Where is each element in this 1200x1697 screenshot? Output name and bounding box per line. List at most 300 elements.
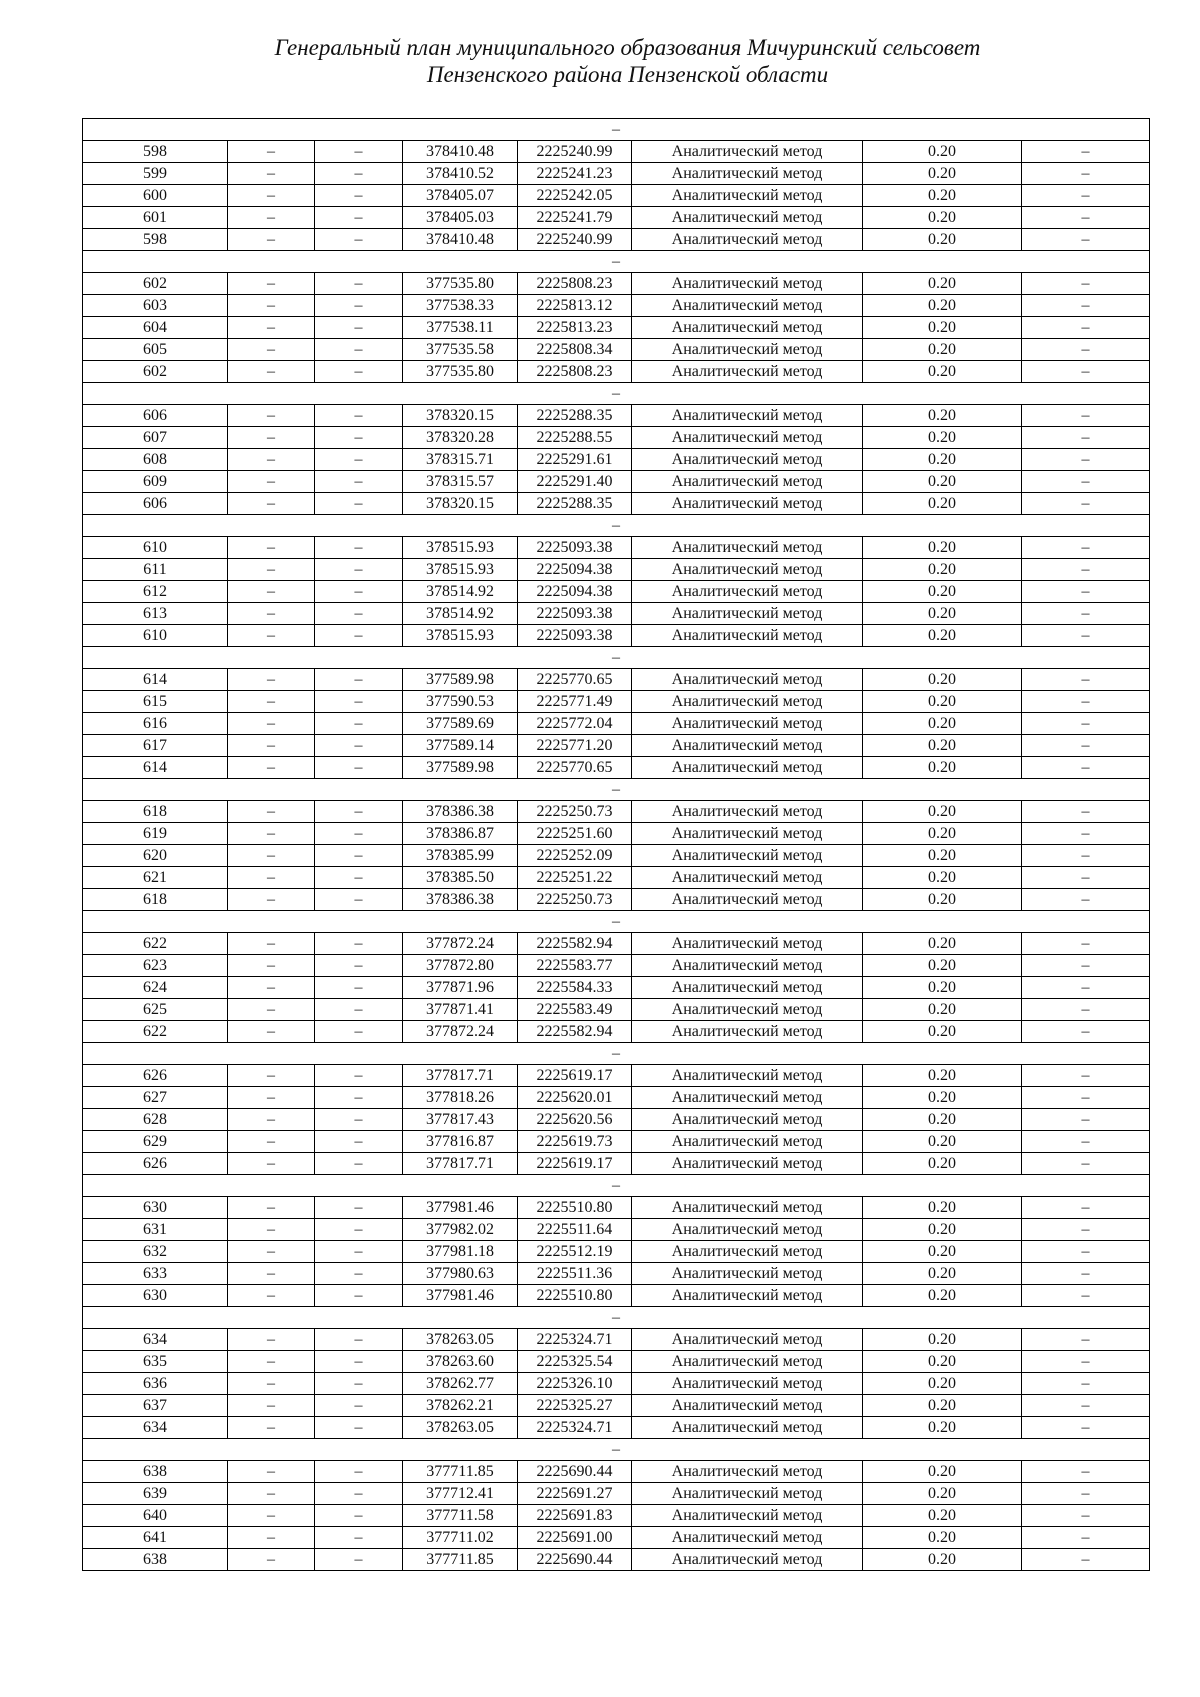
- table-row: [83, 1065, 1150, 1087]
- separator-cell: –: [83, 119, 1150, 141]
- table-cell: –: [228, 669, 315, 691]
- table-cell: –: [315, 471, 403, 493]
- table-cell: 2225093.38: [518, 625, 632, 647]
- table-cell: –: [1022, 1351, 1150, 1373]
- table-row: [83, 1153, 1150, 1175]
- table-cell: 377981.46: [403, 1285, 518, 1307]
- table-cell: Аналитический метод: [632, 1461, 863, 1483]
- table-cell: 605: [83, 339, 228, 361]
- table-cell: Аналитический метод: [632, 163, 863, 185]
- table-cell: 0.20: [863, 867, 1022, 889]
- table-row: [83, 339, 1150, 361]
- table-cell: –: [315, 207, 403, 229]
- table-cell: –: [228, 295, 315, 317]
- table-row: [83, 889, 1150, 911]
- table-cell: Аналитический метод: [632, 493, 863, 515]
- table-cell: 0.20: [863, 471, 1022, 493]
- table-cell: 0.20: [863, 1065, 1022, 1087]
- table-cell: –: [228, 1131, 315, 1153]
- table-cell: 2225241.23: [518, 163, 632, 185]
- table-cell: –: [315, 1351, 403, 1373]
- table-cell: –: [1022, 163, 1150, 185]
- table-cell: Аналитический метод: [632, 361, 863, 383]
- table-cell: –: [1022, 1087, 1150, 1109]
- table-cell: 629: [83, 1131, 228, 1153]
- table-cell: 0.20: [863, 1021, 1022, 1043]
- table-cell: –: [315, 801, 403, 823]
- table-cell: 0.20: [863, 977, 1022, 999]
- separator-cell: –: [83, 779, 1150, 801]
- table-cell: 377980.63: [403, 1263, 518, 1285]
- table-cell: 2225772.04: [518, 713, 632, 735]
- table-cell: 0.20: [863, 1483, 1022, 1505]
- table-cell: –: [315, 449, 403, 471]
- table-cell: 2225690.44: [518, 1549, 632, 1571]
- table-cell: –: [1022, 955, 1150, 977]
- group-separator-row: [83, 1307, 1150, 1329]
- table-row: [83, 207, 1150, 229]
- table-cell: 2225094.38: [518, 581, 632, 603]
- table-cell: 377711.85: [403, 1461, 518, 1483]
- table-cell: 2225511.64: [518, 1219, 632, 1241]
- table-cell: –: [228, 581, 315, 603]
- separator-cell: –: [83, 1307, 1150, 1329]
- table-row: [83, 1527, 1150, 1549]
- table-row: [83, 1109, 1150, 1131]
- table-cell: –: [315, 1021, 403, 1043]
- table-cell: –: [228, 537, 315, 559]
- table-cell: 378410.48: [403, 229, 518, 251]
- table-cell: –: [1022, 339, 1150, 361]
- separator-cell: –: [83, 647, 1150, 669]
- table-cell: 599: [83, 163, 228, 185]
- table-cell: –: [1022, 1549, 1150, 1571]
- table-row: [83, 317, 1150, 339]
- table-cell: 634: [83, 1329, 228, 1351]
- table-cell: 0.20: [863, 1329, 1022, 1351]
- table-cell: 625: [83, 999, 228, 1021]
- table-cell: Аналитический метод: [632, 1329, 863, 1351]
- table-row: [83, 1461, 1150, 1483]
- table-cell: 0.20: [863, 1373, 1022, 1395]
- table-cell: –: [228, 405, 315, 427]
- separator-cell: –: [83, 251, 1150, 273]
- table-cell: –: [1022, 999, 1150, 1021]
- table-cell: 2225240.99: [518, 229, 632, 251]
- table-cell: –: [315, 1395, 403, 1417]
- table-row: [83, 867, 1150, 889]
- table-cell: –: [228, 1153, 315, 1175]
- table-cell: –: [228, 559, 315, 581]
- table-row: [83, 823, 1150, 845]
- table-cell: 0.20: [863, 1527, 1022, 1549]
- table-cell: –: [315, 823, 403, 845]
- table-cell: Аналитический метод: [632, 1087, 863, 1109]
- table-cell: 639: [83, 1483, 228, 1505]
- table-cell: 2225288.35: [518, 493, 632, 515]
- table-cell: 0.20: [863, 163, 1022, 185]
- table-cell: 0.20: [863, 537, 1022, 559]
- table-cell: –: [315, 1219, 403, 1241]
- table-cell: 2225251.60: [518, 823, 632, 845]
- table-cell: Аналитический метод: [632, 1131, 863, 1153]
- table-cell: 0.20: [863, 1549, 1022, 1571]
- table-cell: –: [315, 185, 403, 207]
- table-cell: –: [228, 273, 315, 295]
- group-separator-row: [83, 383, 1150, 405]
- table-cell: –: [315, 141, 403, 163]
- table-cell: 608: [83, 449, 228, 471]
- table-cell: –: [1022, 977, 1150, 999]
- table-cell: Аналитический метод: [632, 801, 863, 823]
- table-cell: –: [1022, 1527, 1150, 1549]
- table-cell: 624: [83, 977, 228, 999]
- table-cell: 634: [83, 1417, 228, 1439]
- table-cell: 2225771.49: [518, 691, 632, 713]
- table-cell: 2225770.65: [518, 669, 632, 691]
- table-cell: –: [228, 691, 315, 713]
- table-cell: 614: [83, 757, 228, 779]
- table-cell: 0.20: [863, 229, 1022, 251]
- table-row: [83, 559, 1150, 581]
- table-cell: –: [315, 845, 403, 867]
- table-cell: –: [228, 207, 315, 229]
- table-cell: –: [1022, 669, 1150, 691]
- table-cell: 377712.41: [403, 1483, 518, 1505]
- table-cell: Аналитический метод: [632, 933, 863, 955]
- table-cell: 638: [83, 1549, 228, 1571]
- table-cell: –: [1022, 625, 1150, 647]
- table-cell: Аналитический метод: [632, 1527, 863, 1549]
- table-cell: –: [228, 471, 315, 493]
- table-cell: Аналитический метод: [632, 955, 863, 977]
- table-cell: 2225584.33: [518, 977, 632, 999]
- table-cell: 614: [83, 669, 228, 691]
- table-cell: 377535.80: [403, 273, 518, 295]
- table-cell: –: [315, 163, 403, 185]
- table-row: [83, 163, 1150, 185]
- table-cell: –: [228, 823, 315, 845]
- table-cell: 2225251.22: [518, 867, 632, 889]
- table-cell: –: [315, 1087, 403, 1109]
- table-cell: –: [1022, 1153, 1150, 1175]
- separator-cell: –: [83, 911, 1150, 933]
- table-cell: 0.20: [863, 801, 1022, 823]
- table-cell: 2225240.99: [518, 141, 632, 163]
- group-separator-row: [83, 911, 1150, 933]
- table-cell: 2225582.94: [518, 1021, 632, 1043]
- table-cell: 377538.11: [403, 317, 518, 339]
- table-cell: –: [1022, 229, 1150, 251]
- table-cell: –: [1022, 405, 1150, 427]
- table-cell: 0.20: [863, 361, 1022, 383]
- table-cell: 630: [83, 1197, 228, 1219]
- table-cell: –: [228, 1219, 315, 1241]
- table-cell: 377589.98: [403, 757, 518, 779]
- table-cell: 2225813.12: [518, 295, 632, 317]
- table-cell: –: [315, 1131, 403, 1153]
- table-cell: 2225324.71: [518, 1417, 632, 1439]
- table-cell: 0.20: [863, 295, 1022, 317]
- table-cell: Аналитический метод: [632, 1197, 863, 1219]
- table-cell: –: [228, 1109, 315, 1131]
- table-cell: –: [228, 1483, 315, 1505]
- table-cell: 378315.71: [403, 449, 518, 471]
- table-cell: –: [228, 1241, 315, 1263]
- table-row: [83, 691, 1150, 713]
- group-separator-row: [83, 647, 1150, 669]
- table-cell: Аналитический метод: [632, 141, 863, 163]
- table-cell: 2225242.05: [518, 185, 632, 207]
- separator-cell: –: [83, 1043, 1150, 1065]
- table-cell: Аналитический метод: [632, 581, 863, 603]
- table-cell: –: [315, 735, 403, 757]
- table-cell: 618: [83, 801, 228, 823]
- table-row: [83, 141, 1150, 163]
- table-cell: 378515.93: [403, 625, 518, 647]
- table-cell: –: [228, 141, 315, 163]
- table-cell: Аналитический метод: [632, 449, 863, 471]
- table-cell: 377872.24: [403, 933, 518, 955]
- table-cell: 641: [83, 1527, 228, 1549]
- table-cell: Аналитический метод: [632, 823, 863, 845]
- table-cell: –: [315, 889, 403, 911]
- table-cell: –: [315, 1329, 403, 1351]
- table-cell: –: [1022, 361, 1150, 383]
- table-cell: 2225619.17: [518, 1153, 632, 1175]
- table-row: [83, 1329, 1150, 1351]
- table-cell: 378320.28: [403, 427, 518, 449]
- table-cell: –: [1022, 537, 1150, 559]
- table-cell: 0.20: [863, 1285, 1022, 1307]
- table-cell: 2225252.09: [518, 845, 632, 867]
- table-cell: Аналитический метод: [632, 977, 863, 999]
- table-cell: Аналитический метод: [632, 295, 863, 317]
- table-cell: 377535.80: [403, 361, 518, 383]
- table-cell: –: [315, 559, 403, 581]
- table-cell: –: [1022, 185, 1150, 207]
- table-cell: 2225291.61: [518, 449, 632, 471]
- table-cell: Аналитический метод: [632, 273, 863, 295]
- table-cell: –: [315, 1153, 403, 1175]
- table-cell: –: [228, 625, 315, 647]
- table-cell: –: [228, 339, 315, 361]
- table-cell: 598: [83, 141, 228, 163]
- table-cell: –: [1022, 933, 1150, 955]
- table-cell: 0.20: [863, 427, 1022, 449]
- table-cell: –: [315, 339, 403, 361]
- table-row: [83, 581, 1150, 603]
- table-cell: 2225250.73: [518, 889, 632, 911]
- table-cell: –: [228, 1461, 315, 1483]
- table-cell: –: [315, 1527, 403, 1549]
- table-cell: 2225691.83: [518, 1505, 632, 1527]
- table-cell: –: [1022, 867, 1150, 889]
- table-cell: 378385.99: [403, 845, 518, 867]
- table-row: [83, 295, 1150, 317]
- table-cell: 377535.58: [403, 339, 518, 361]
- table-cell: Аналитический метод: [632, 625, 863, 647]
- table-cell: –: [315, 933, 403, 955]
- table-cell: 377711.85: [403, 1549, 518, 1571]
- table-row: [83, 229, 1150, 251]
- table-cell: 378405.03: [403, 207, 518, 229]
- table-cell: –: [228, 933, 315, 955]
- table-cell: 2225325.54: [518, 1351, 632, 1373]
- table-cell: 612: [83, 581, 228, 603]
- table-cell: Аналитический метод: [632, 1219, 863, 1241]
- table-cell: –: [1022, 449, 1150, 471]
- group-separator-row: [83, 251, 1150, 273]
- table-cell: 0.20: [863, 559, 1022, 581]
- table-cell: 620: [83, 845, 228, 867]
- table-cell: 2225582.94: [518, 933, 632, 955]
- table-cell: 2225620.01: [518, 1087, 632, 1109]
- table-cell: 2225291.40: [518, 471, 632, 493]
- table-cell: –: [1022, 757, 1150, 779]
- table-cell: 610: [83, 625, 228, 647]
- table-row: [83, 1087, 1150, 1109]
- table-cell: 621: [83, 867, 228, 889]
- table-cell: 378405.07: [403, 185, 518, 207]
- table-cell: 0.20: [863, 1197, 1022, 1219]
- table-cell: –: [228, 1351, 315, 1373]
- table-cell: 601: [83, 207, 228, 229]
- table-row: [83, 1373, 1150, 1395]
- table-cell: –: [228, 229, 315, 251]
- table-cell: –: [1022, 295, 1150, 317]
- table-cell: –: [315, 603, 403, 625]
- table-row: [83, 427, 1150, 449]
- table-cell: Аналитический метод: [632, 757, 863, 779]
- table-cell: –: [228, 1417, 315, 1439]
- table-row: [83, 669, 1150, 691]
- table-cell: –: [1022, 1241, 1150, 1263]
- table-cell: –: [315, 955, 403, 977]
- table-cell: –: [228, 1527, 315, 1549]
- table-cell: –: [228, 801, 315, 823]
- table-row: [83, 713, 1150, 735]
- table-cell: 378514.92: [403, 603, 518, 625]
- table-cell: 622: [83, 1021, 228, 1043]
- table-cell: 378515.93: [403, 559, 518, 581]
- table-cell: –: [315, 273, 403, 295]
- table-cell: 0.20: [863, 757, 1022, 779]
- table-cell: 2225619.17: [518, 1065, 632, 1087]
- table-cell: –: [315, 537, 403, 559]
- table-cell: Аналитический метод: [632, 1417, 863, 1439]
- group-separator-row: [83, 1043, 1150, 1065]
- table-cell: –: [228, 603, 315, 625]
- table-cell: 0.20: [863, 955, 1022, 977]
- table-row: [83, 757, 1150, 779]
- table-cell: –: [315, 229, 403, 251]
- table-cell: –: [228, 1285, 315, 1307]
- table-cell: Аналитический метод: [632, 1373, 863, 1395]
- table-cell: 2225510.80: [518, 1285, 632, 1307]
- table-cell: 2225324.71: [518, 1329, 632, 1351]
- table-cell: 377872.24: [403, 1021, 518, 1043]
- table-cell: –: [1022, 559, 1150, 581]
- separator-cell: –: [83, 515, 1150, 537]
- table-cell: Аналитический метод: [632, 537, 863, 559]
- table-cell: –: [1022, 1065, 1150, 1087]
- table-cell: –: [1022, 1263, 1150, 1285]
- table-cell: –: [1022, 1329, 1150, 1351]
- table-row: [83, 1395, 1150, 1417]
- table-cell: 2225808.23: [518, 273, 632, 295]
- table-cell: –: [1022, 1483, 1150, 1505]
- table-cell: 377817.43: [403, 1109, 518, 1131]
- table-cell: –: [228, 977, 315, 999]
- table-row: [83, 735, 1150, 757]
- table-cell: –: [315, 581, 403, 603]
- table-cell: 606: [83, 493, 228, 515]
- table-cell: –: [228, 867, 315, 889]
- table-row: [83, 1131, 1150, 1153]
- table-cell: 377711.02: [403, 1527, 518, 1549]
- table-cell: 0.20: [863, 669, 1022, 691]
- table-cell: Аналитический метод: [632, 691, 863, 713]
- table-row: [83, 1417, 1150, 1439]
- table-cell: 603: [83, 295, 228, 317]
- table-cell: 626: [83, 1153, 228, 1175]
- table-cell: 622: [83, 933, 228, 955]
- table-cell: Аналитический метод: [632, 1395, 863, 1417]
- table-cell: 377816.87: [403, 1131, 518, 1153]
- header-line-1: Генеральный план муниципального образования Мичуринский сельсовет: [274, 35, 981, 60]
- table-cell: –: [1022, 889, 1150, 911]
- separator-cell: –: [83, 1175, 1150, 1197]
- table-cell: 2225094.38: [518, 559, 632, 581]
- table-cell: –: [228, 1505, 315, 1527]
- table-cell: –: [315, 427, 403, 449]
- table-cell: –: [315, 625, 403, 647]
- table-cell: Аналитический метод: [632, 1285, 863, 1307]
- table-cell: 609: [83, 471, 228, 493]
- table-row: [83, 1241, 1150, 1263]
- table-cell: Аналитический метод: [632, 1263, 863, 1285]
- table-cell: 0.20: [863, 405, 1022, 427]
- table-cell: 378514.92: [403, 581, 518, 603]
- table-cell: 378410.52: [403, 163, 518, 185]
- table-cell: 0.20: [863, 845, 1022, 867]
- table-cell: 638: [83, 1461, 228, 1483]
- table-row: [83, 471, 1150, 493]
- table-cell: –: [228, 955, 315, 977]
- table-cell: Аналитический метод: [632, 559, 863, 581]
- table-cell: –: [228, 1373, 315, 1395]
- table-cell: 378315.57: [403, 471, 518, 493]
- table-cell: –: [228, 185, 315, 207]
- table-cell: –: [315, 669, 403, 691]
- table-cell: –: [228, 713, 315, 735]
- table-cell: –: [315, 1197, 403, 1219]
- table-cell: 0.20: [863, 1505, 1022, 1527]
- table-cell: 0.20: [863, 1461, 1022, 1483]
- table-cell: 0.20: [863, 339, 1022, 361]
- table-cell: 2225771.20: [518, 735, 632, 757]
- table-cell: –: [1022, 1417, 1150, 1439]
- table-cell: 613: [83, 603, 228, 625]
- table-cell: 602: [83, 361, 228, 383]
- table-cell: –: [315, 1263, 403, 1285]
- table-row: [83, 1351, 1150, 1373]
- table-cell: –: [1022, 1109, 1150, 1131]
- table-cell: 637: [83, 1395, 228, 1417]
- table-cell: 378262.21: [403, 1395, 518, 1417]
- table-cell: Аналитический метод: [632, 603, 863, 625]
